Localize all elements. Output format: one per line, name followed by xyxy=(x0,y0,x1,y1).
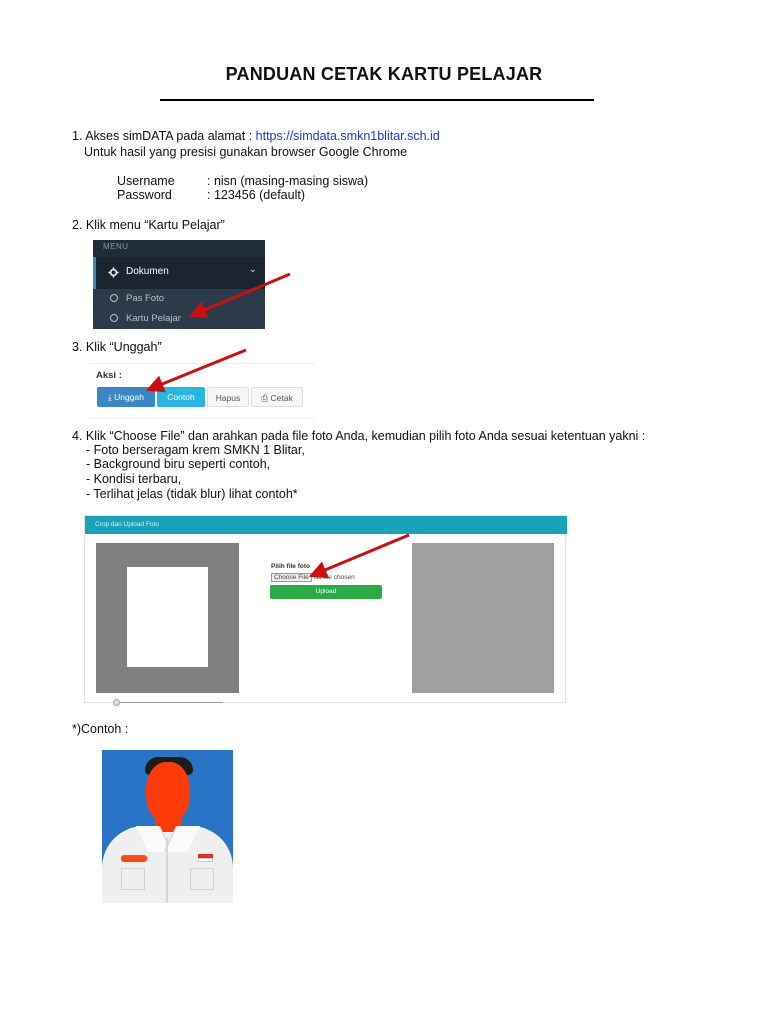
requirement-item: - Terlihat jelas (tidak blur) lihat contoh* xyxy=(86,487,298,501)
no-file-text: No file chosen xyxy=(313,574,355,581)
pilih-file-label: Pilih file foto xyxy=(271,563,310,570)
password-value: : 123456 (default) xyxy=(207,188,305,202)
chevron-down-icon: ⌄ xyxy=(248,264,257,275)
contoh-button-label: Contoh xyxy=(167,392,195,402)
step3-text: 3. Klik “Unggah” xyxy=(72,340,162,354)
arrow-to-choose-file xyxy=(313,535,409,575)
hapus-button-label: Hapus xyxy=(215,393,241,403)
contoh-label: *)Contoh : xyxy=(72,722,129,736)
requirement-item: - Background biru seperti contoh, xyxy=(86,457,271,471)
menu-item-pas-foto-label: Pas Foto xyxy=(126,293,165,304)
menu-header: MENU xyxy=(93,240,265,257)
requirement-item: - Foto berseragam krem SMKN 1 Blitar, xyxy=(86,443,305,457)
requirement-item: - Kondisi terbaru, xyxy=(86,472,182,486)
step1-browser-note: Untuk hasil yang presisi gunakan browser Google Chrome xyxy=(84,145,408,159)
unggah-button-label: Unggah xyxy=(114,392,144,402)
username-value: : nisn (masing-masing siswa) xyxy=(207,174,369,188)
choose-file-button[interactable]: Choose File xyxy=(271,573,312,582)
upload-icon: ⤓ xyxy=(108,392,112,402)
document-title: PANDUAN CETAK KARTU PELAJAR xyxy=(225,64,543,84)
cetak-button-label: Cetak xyxy=(270,393,293,403)
arrow-to-unggah xyxy=(150,350,246,389)
printer-icon: ⎙ xyxy=(261,393,269,403)
step2-text: 2. Klik menu “Kartu Pelajar” xyxy=(72,218,225,232)
upload-button[interactable]: Upload xyxy=(270,585,382,599)
crop-panel-title: Crop dan Upload Foto xyxy=(85,516,567,534)
menu-item-dokumen-label: Dokumen xyxy=(126,266,169,277)
simdata-link[interactable]: https://simdata.smkn1blitar.sch.id xyxy=(255,129,440,143)
username-label: Username xyxy=(117,174,175,188)
step1-prefix: 1. Akses simDATA pada alamat : xyxy=(72,129,256,143)
arrow-to-kartu-pelajar xyxy=(193,274,290,315)
menu-item-kartu-pelajar-label: Kartu Pelajar xyxy=(126,313,181,324)
password-label: Password xyxy=(117,188,172,202)
step4-text: 4. Klik “Choose File” dan arahkan pada file foto Anda, kemudian pilih foto Anda sesuai ketentuan yakni : xyxy=(72,429,646,443)
aksi-label: Aksi : xyxy=(96,370,122,381)
